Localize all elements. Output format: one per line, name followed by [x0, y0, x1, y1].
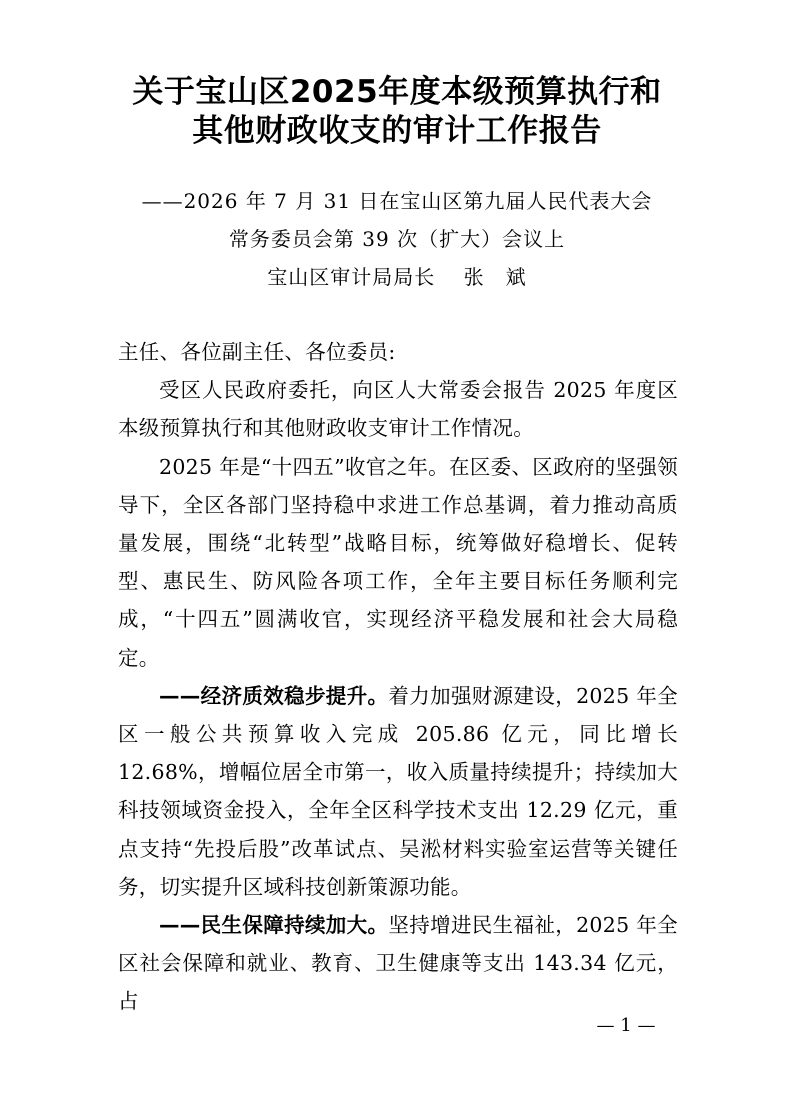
report-subtitle-line-2: 常务委员会第 39 次（扩大）会议上: [228, 227, 566, 251]
report-body: [118, 333, 678, 1021]
paragraph-1: 受区人民政府委托，向区人大常委会报告 2025 年度区本级预算执行和其他财政收支审计工作情况。: [118, 378, 678, 441]
page-number: — 1 —: [596, 1015, 656, 1036]
report-subtitle-line-1: ——2026 年 7 月 31 日在宝山区第九届人民代表大会: [141, 189, 653, 213]
paragraph-4-heading: ——民生保障持续加大。: [159, 913, 389, 938]
report-title-line-2: 其他财政收支的审计工作报告: [192, 113, 602, 149]
paragraph-3: [118, 677, 678, 906]
report-title-line-1: 关于宝山区2025年度本级预算执行和: [132, 74, 662, 110]
paragraph-4: [118, 906, 678, 1021]
paragraph-3-text: 着力加强财源建设，2025 年全区一般公共预算收入完成 205.86 亿元，同比增长 12.68%，增幅位居全市第一，收入质量持续提升；持续加大科技领域资金投入，全年全区科学技术支出 12.29 亿元，重点支持“先投后股”改革试点、吴淞材料实验室运营等关键任务，切实提升区域科技创新策源功能。: [118, 683, 678, 899]
salutation: 主任、各位副主任、各位委员:: [118, 340, 396, 364]
paragraph-3-heading: ——经济质效稳步提升。: [159, 683, 389, 708]
paragraph-4-text: 坚持增进民生福祉，2025 年全区社会保障和就业、教育、卫生健康等支出 143.34 亿元，占: [118, 913, 678, 1014]
report-author-line: 宝山区审计局局长 张 斌: [267, 265, 527, 289]
paragraph-2: 2025 年是“十四五”收官之年。在区委、区政府的坚强领导下，全区各部门坚持稳中求进工作总基调，着力推动高质量发展，围绕“北转型”战略目标，统筹做好稳增长、促转型、惠民生、防风险各项工作，全年主要目标任务顺利完成，“十四五”圆满收官，实现经济平稳发展和社会大局稳定。: [118, 454, 678, 670]
